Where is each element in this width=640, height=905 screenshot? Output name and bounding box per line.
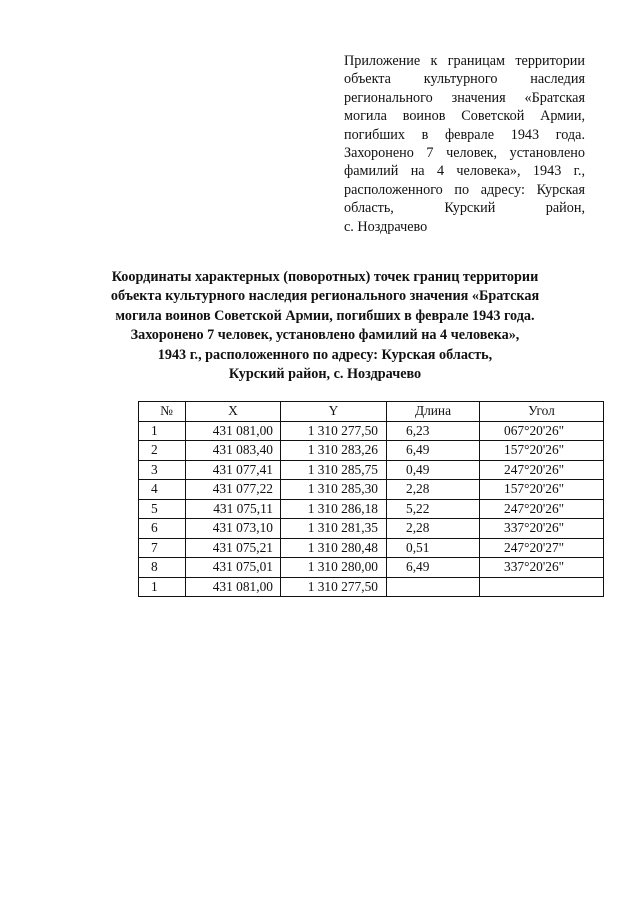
appendix-line: расположенного по адресу: Курская <box>344 181 585 198</box>
column-header-number: № <box>139 402 186 422</box>
cell-length: 2,28 <box>387 480 480 500</box>
cell-x: 431 083,40 <box>186 441 281 461</box>
cell-length: 0,51 <box>387 538 480 558</box>
cell-y: 1 310 285,30 <box>281 480 387 500</box>
cell-angle: 247°20'26" <box>480 499 604 519</box>
cell-number: 4 <box>139 480 186 500</box>
appendix-line: фамилий на 4 человека», 1943 г., <box>344 163 585 180</box>
table-row <box>139 441 604 461</box>
column-header-x: X <box>186 402 281 422</box>
cell-angle: 157°20'26" <box>480 441 604 461</box>
cell-number: 1 <box>139 577 186 597</box>
cell-x: 431 077,22 <box>186 480 281 500</box>
appendix-line: Захоронено 7 человек, установлено <box>344 145 585 162</box>
cell-x: 431 075,11 <box>186 499 281 519</box>
column-header-angle: Угол <box>480 402 604 422</box>
heading-line: объекта культурного наследия регионального значения «Братская <box>110 288 540 305</box>
cell-number: 8 <box>139 558 186 578</box>
cell-x: 431 075,01 <box>186 558 281 578</box>
cell-length: 2,28 <box>387 519 480 539</box>
table-header-row <box>139 402 604 422</box>
cell-length: 6,23 <box>387 421 480 441</box>
appendix-line: Приложение к границам территории <box>344 53 585 69</box>
table-row <box>139 460 604 480</box>
cell-number: 2 <box>139 441 186 461</box>
cell-y: 1 310 281,35 <box>281 519 387 539</box>
cell-number: 6 <box>139 519 186 539</box>
cell-x: 431 081,00 <box>186 421 281 441</box>
column-header-y: Y <box>281 402 387 422</box>
cell-x: 431 077,41 <box>186 460 281 480</box>
table-row <box>139 577 604 597</box>
cell-y: 1 310 283,26 <box>281 441 387 461</box>
cell-length: 5,22 <box>387 499 480 519</box>
heading-line: 1943 г., расположенного по адресу: Курская область, <box>157 346 493 363</box>
cell-y: 1 310 280,48 <box>281 538 387 558</box>
table-row <box>139 421 604 441</box>
cell-length <box>387 577 480 597</box>
table-row <box>139 538 604 558</box>
cell-x: 431 081,00 <box>186 577 281 597</box>
cell-angle <box>480 577 604 597</box>
table-row <box>139 519 604 539</box>
table-row <box>139 480 604 500</box>
cell-angle: 247°20'27" <box>480 538 604 558</box>
heading-line: Захоронено 7 человек, установлено фамилий на 4 человека», <box>130 327 520 344</box>
cell-x: 431 075,21 <box>186 538 281 558</box>
appendix-line: объекта культурного наследия <box>344 71 585 88</box>
cell-number: 5 <box>139 499 186 519</box>
heading-line: Курский район, с. Ноздрачево <box>228 366 422 383</box>
cell-angle: 247°20'26" <box>480 460 604 480</box>
cell-y: 1 310 277,50 <box>281 421 387 441</box>
appendix-line: погибших в феврале 1943 года. <box>344 126 585 143</box>
cell-length: 6,49 <box>387 558 480 578</box>
cell-y: 1 310 280,00 <box>281 558 387 578</box>
appendix-line: регионального значения «Братская <box>344 89 585 106</box>
appendix-line: могила воинов Советской Армии, <box>344 108 585 125</box>
cell-angle: 157°20'26" <box>480 480 604 500</box>
coordinates-table <box>138 401 604 597</box>
cell-length: 0,49 <box>387 460 480 480</box>
table-row <box>139 499 604 519</box>
cell-number: 3 <box>139 460 186 480</box>
cell-y: 1 310 285,75 <box>281 460 387 480</box>
appendix-line: с. Ноздрачево <box>344 218 428 235</box>
table-row <box>139 558 604 578</box>
cell-angle: 067°20'26" <box>480 421 604 441</box>
appendix-line: область, Курский район, <box>344 200 585 217</box>
cell-length: 6,49 <box>387 441 480 461</box>
cell-angle: 337°20'26" <box>480 519 604 539</box>
document-heading <box>80 268 570 384</box>
cell-number: 7 <box>139 538 186 558</box>
cell-y: 1 310 286,18 <box>281 499 387 519</box>
appendix-note <box>344 52 585 236</box>
heading-line: могила воинов Советской Армии, погибших в феврале 1943 года. <box>115 307 535 324</box>
cell-x: 431 073,10 <box>186 519 281 539</box>
cell-y: 1 310 277,50 <box>281 577 387 597</box>
heading-line: Координаты характерных (поворотных) точек границ территории <box>111 269 539 285</box>
cell-number: 1 <box>139 421 186 441</box>
cell-angle: 337°20'26" <box>480 558 604 578</box>
column-header-length: Длина <box>387 402 480 422</box>
